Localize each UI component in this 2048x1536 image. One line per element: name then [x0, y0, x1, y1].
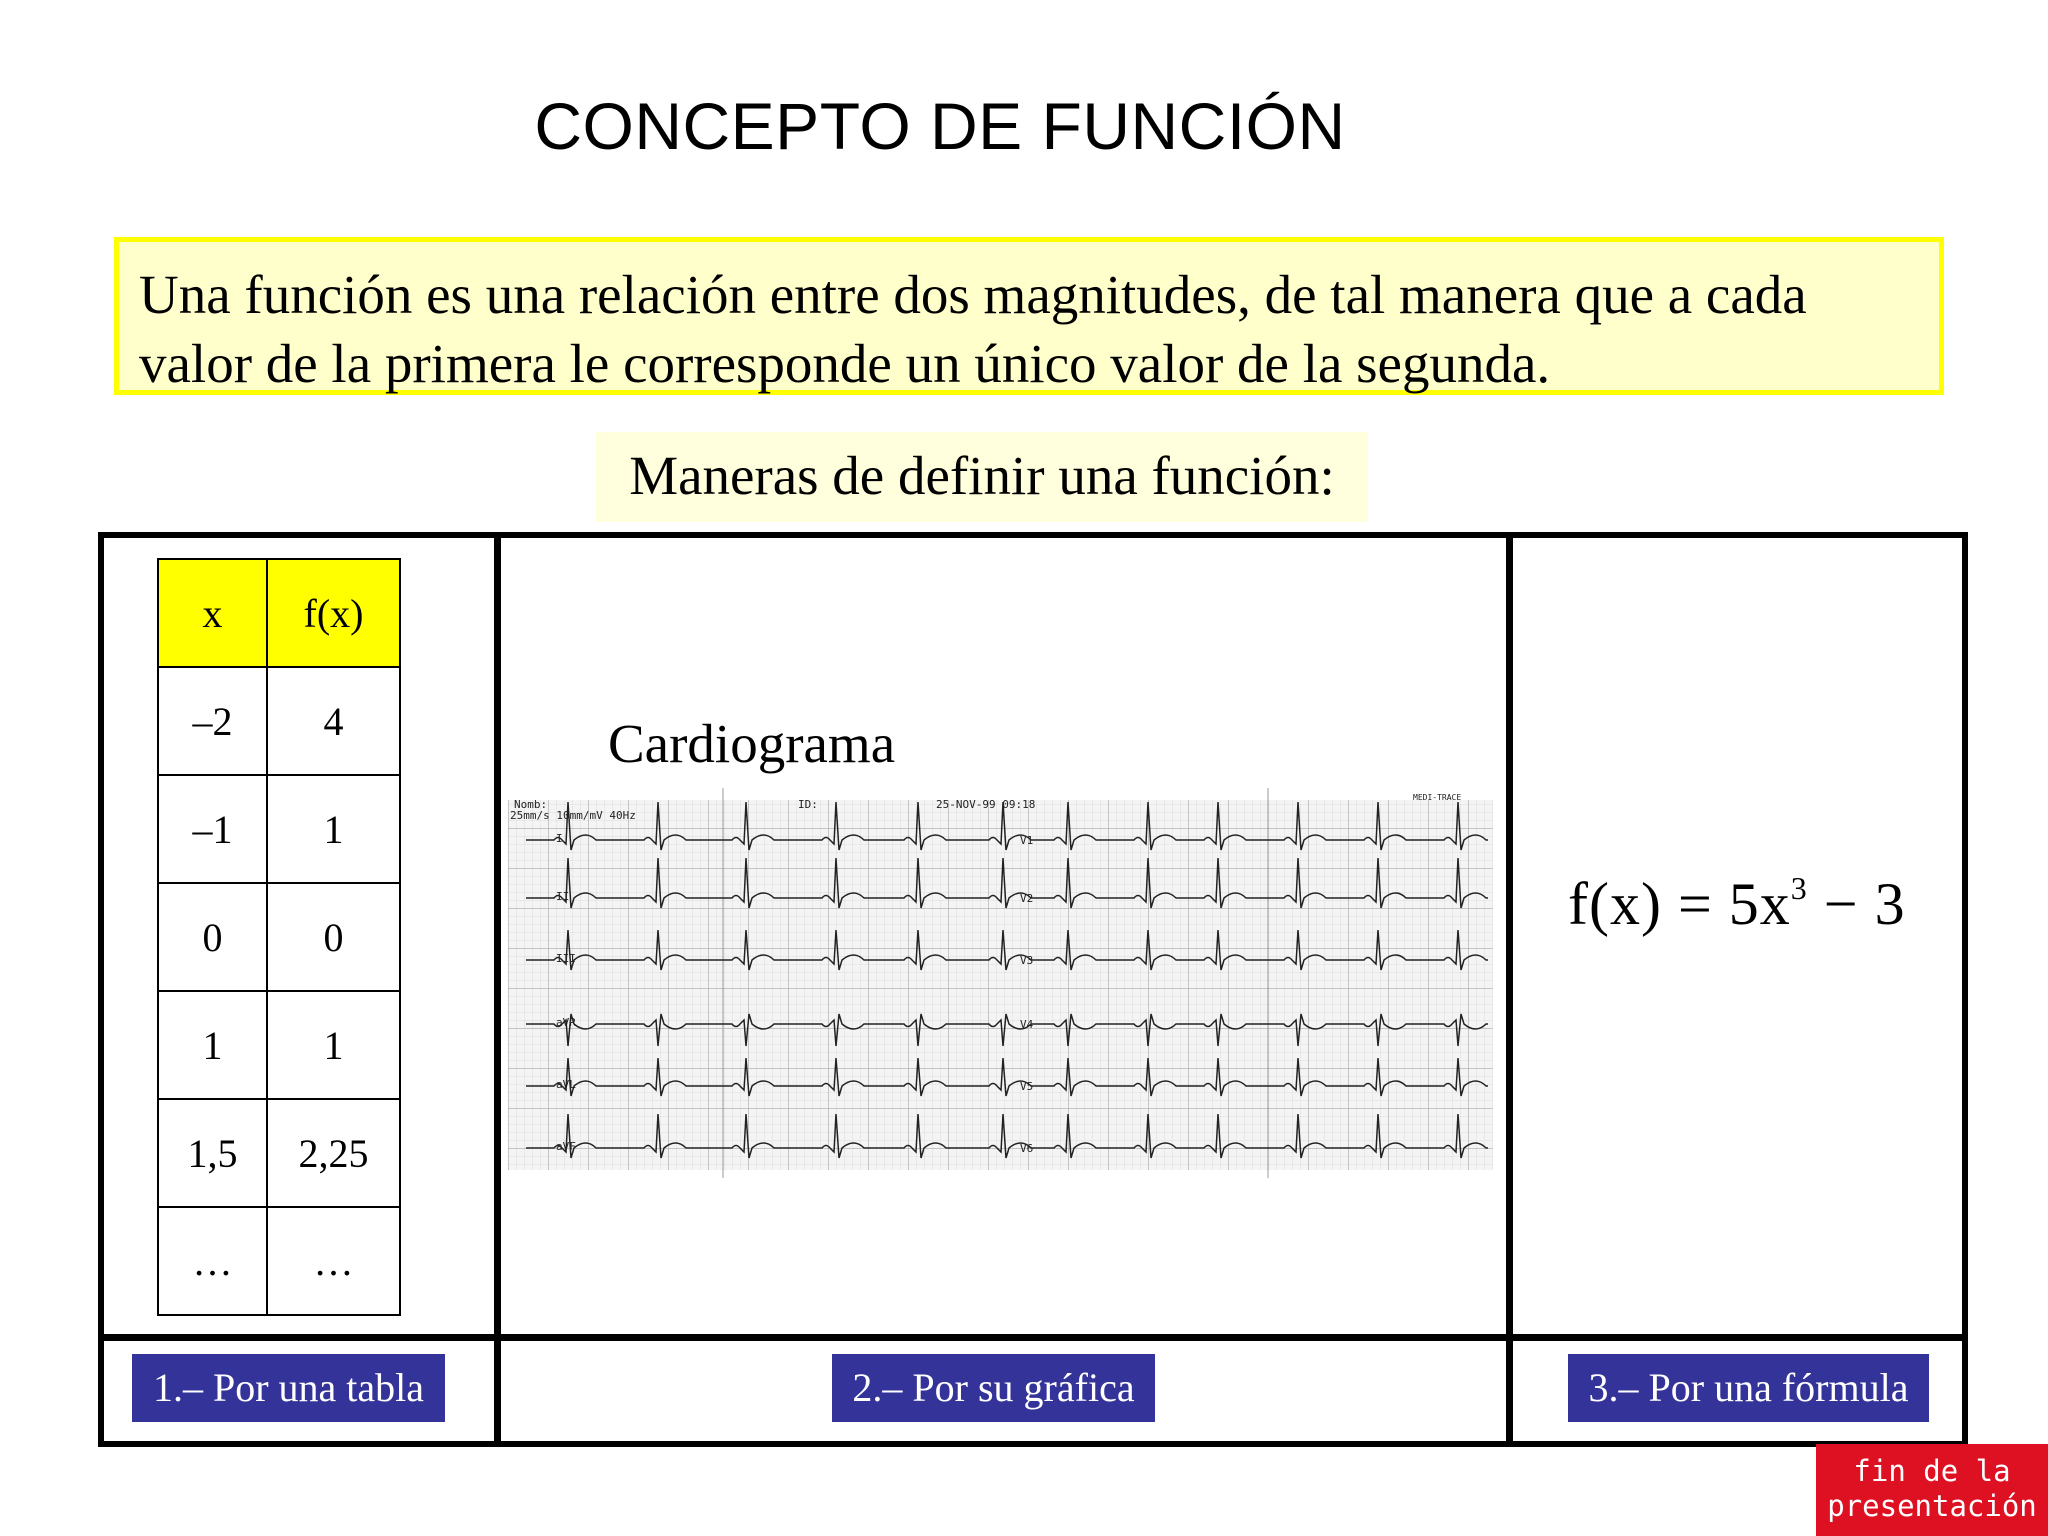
ecg-header-left1: Nomb: [514, 798, 548, 811]
cardiogram-label: Cardiograma [608, 713, 896, 774]
cell-fx: … [267, 1207, 400, 1315]
cell-fx: 1 [267, 991, 400, 1099]
slide-title: CONCEPTO DE FUNCIÓN [534, 89, 1346, 163]
table-header-row [158, 559, 400, 667]
ecg-header-id: ID: [798, 798, 818, 811]
cell-x: –2 [158, 667, 267, 775]
cell-x: 1 [158, 991, 267, 1099]
cell-fx: 2,25 [267, 1099, 400, 1207]
section-subtitle: Maneras de definir una función: [596, 432, 1368, 522]
formula-lhs: f(x) = 5x [1568, 871, 1791, 937]
cell-x: –1 [158, 775, 267, 883]
cell-fx: 1 [267, 775, 400, 883]
table-row [158, 991, 400, 1099]
table-row [158, 1207, 400, 1315]
ecg-lead-label: V1 [1020, 834, 1034, 847]
ecg-lead-label: V6 [1020, 1142, 1034, 1155]
ecg-header-left2: 25mm/s 10mm/mV 40Hz [510, 809, 636, 822]
ecg-header-date: 25-NOV-99 09:18 [936, 798, 1036, 811]
column-divider-1 [494, 532, 501, 1447]
definition-box: Una función es una relación entre dos magnitudes, de tal manera que a cada valor de la primera le corresponde un único valor de la segunda. [114, 237, 1944, 395]
method-table-label: 1.– Por una tabla [132, 1354, 445, 1422]
ecg-lead-label: II [556, 890, 570, 903]
end-presentation-button[interactable] [1816, 1444, 2048, 1536]
end-button-line2: presentación [1827, 1489, 2037, 1523]
table-row [158, 775, 400, 883]
ecg-lead-label: V2 [1020, 892, 1034, 905]
ecg-lead-label: V4 [1020, 1018, 1034, 1031]
ecg-lead-label: I [556, 832, 563, 845]
ecg-lead-label: V5 [1020, 1080, 1034, 1093]
ecg-lead-label: aVR [556, 1016, 576, 1029]
ecg-lead-label: V3 [1020, 954, 1034, 967]
formula-exponent: 3 [1790, 870, 1808, 906]
table-row [158, 1099, 400, 1207]
ecg-image [508, 788, 1493, 1178]
table-row [158, 883, 400, 991]
formula [1568, 870, 1906, 939]
column-divider-2 [1506, 532, 1513, 1447]
end-button-line1: fin de la [1853, 1454, 2011, 1488]
ecg-lead-label: aVF [556, 1140, 576, 1153]
cell-fx: 4 [267, 667, 400, 775]
cell-x: 0 [158, 883, 267, 991]
method-graph-label: 2.– Por su gráfica [832, 1354, 1155, 1422]
ecg-header-brand: MEDI-TRACE [1413, 793, 1462, 802]
formula-rhs: − 3 [1807, 871, 1906, 937]
cell-x: … [158, 1207, 267, 1315]
ecg-lead-label: aVL [556, 1078, 576, 1091]
header-fx: f(x) [267, 559, 400, 667]
method-formula-label: 3.– Por una fórmula [1568, 1354, 1929, 1422]
cell-x: 1,5 [158, 1099, 267, 1207]
header-x: x [158, 559, 267, 667]
row-divider [98, 1334, 1968, 1341]
values-table [157, 558, 401, 1316]
cell-fx: 0 [267, 883, 400, 991]
ecg-lead-label: III [556, 952, 576, 965]
table-row [158, 667, 400, 775]
